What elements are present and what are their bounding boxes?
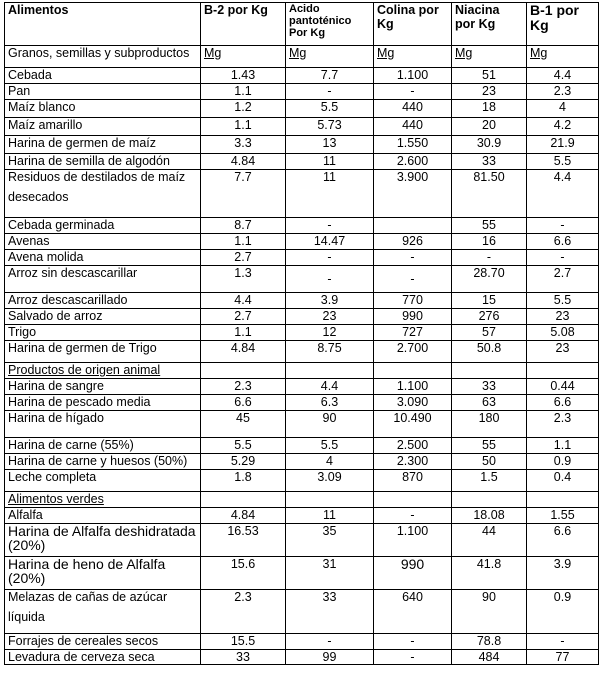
value-cell: 57 — [452, 325, 527, 341]
value-cell: 20 — [452, 118, 527, 136]
value-cell: 770 — [374, 293, 452, 309]
table-row — [5, 557, 599, 590]
value-cell — [527, 218, 599, 234]
value-cell: 4.4 — [527, 170, 599, 218]
food-name: Harina de Alfalfa deshidratada (20%) — [5, 524, 201, 557]
table-row — [5, 309, 599, 325]
section-grains: Granos, semillas y subproductos — [5, 46, 201, 68]
value-cell: 4.84 — [201, 154, 286, 170]
section-row — [5, 363, 599, 379]
value-cell: 50.8 — [452, 341, 527, 363]
value-cell: 5.5 — [286, 100, 374, 118]
cell-subline: - — [560, 218, 565, 232]
table-row — [5, 118, 599, 136]
food-name: Cebada — [5, 68, 201, 84]
table-row — [5, 170, 599, 218]
value-cell: 2.7 — [527, 266, 599, 293]
value-cell: 6.6 — [527, 234, 599, 250]
header-choline: Colina por Kg — [374, 3, 452, 46]
section-animal: Productos de origen animal — [5, 363, 201, 379]
value-cell: 484 — [452, 650, 527, 665]
table-row — [5, 395, 599, 411]
value-cell: 23 — [452, 84, 527, 100]
table-row — [5, 590, 599, 634]
table-row — [5, 250, 599, 266]
value-cell: - — [527, 634, 599, 650]
value-cell: 31 — [286, 557, 374, 590]
value-cell: 2.3 — [201, 379, 286, 395]
value-cell: 6.6 — [527, 395, 599, 411]
value-cell: 28.70 — [452, 266, 527, 293]
food-name: Forrajes de cereales secos — [5, 634, 201, 650]
value-cell: 33 — [286, 590, 374, 634]
value-cell: 15.5 — [201, 634, 286, 650]
value-cell: 727 — [374, 325, 452, 341]
value-cell: 2.500 — [374, 438, 452, 454]
value-cell: 1.1 — [527, 438, 599, 454]
value-cell: 15.6 — [201, 557, 286, 590]
value-cell: - — [374, 250, 452, 266]
value-cell: 14.47 — [286, 234, 374, 250]
value-cell: 0.9 — [527, 454, 599, 470]
value-cell: 77 — [527, 650, 599, 665]
value-cell: 1.100 — [374, 68, 452, 84]
value-cell: 55 — [452, 218, 527, 234]
value-cell — [374, 650, 452, 665]
header-niacin: Niacina por Kg — [452, 3, 527, 46]
value-cell: 640 — [374, 590, 452, 634]
value-cell: 1.1 — [201, 325, 286, 341]
value-cell: 6.3 — [286, 395, 374, 411]
value-cell: - — [286, 84, 374, 100]
value-cell: 4.2 — [527, 118, 599, 136]
food-name: Avena molida — [5, 250, 201, 266]
value-cell: 2.3 — [527, 84, 599, 100]
value-cell: 1.1 — [201, 84, 286, 100]
value-cell: 6.6 — [527, 524, 599, 557]
value-cell: - — [374, 84, 452, 100]
food-name: Arroz descascarillado — [5, 293, 201, 309]
table-row — [5, 454, 599, 470]
table-row — [5, 154, 599, 170]
value-cell: 11 — [286, 508, 374, 524]
value-cell: 926 — [374, 234, 452, 250]
unit-niacin: Mg — [452, 46, 527, 68]
value-cell: 33 — [452, 154, 527, 170]
cell-subline: - — [327, 272, 332, 286]
value-cell: 8.75 — [286, 341, 374, 363]
food-name: Cebada germinada — [5, 218, 201, 234]
cell-subline: - — [327, 218, 332, 232]
cell-subline: - — [410, 272, 415, 286]
food-name: Maíz amarillo — [5, 118, 201, 136]
section-row — [5, 46, 599, 68]
unit-choline: Mg — [374, 46, 452, 68]
table-row — [5, 218, 599, 234]
food-name: Avenas — [5, 234, 201, 250]
section-row — [5, 492, 599, 508]
food-name: Harina de heno de Alfalfa (20%) — [5, 557, 201, 590]
value-cell: 7.7 — [201, 170, 286, 218]
value-cell: 5.73 — [286, 118, 374, 136]
value-cell: 4 — [527, 100, 599, 118]
value-cell: 13 — [286, 136, 374, 154]
value-cell: 2.600 — [374, 154, 452, 170]
value-cell: 33 — [452, 379, 527, 395]
value-cell: 1.2 — [201, 100, 286, 118]
value-cell: - — [452, 250, 527, 266]
value-cell — [286, 218, 374, 234]
value-cell — [374, 266, 452, 293]
table-row — [5, 136, 599, 154]
header-pantothenic: Acido pantoténico Por Kg — [286, 3, 374, 46]
table-row — [5, 234, 599, 250]
value-cell: 1.43 — [201, 68, 286, 84]
value-cell: 30.9 — [452, 136, 527, 154]
food-name: Harina de semilla de algodón — [5, 154, 201, 170]
value-cell: 5.5 — [201, 438, 286, 454]
food-name: Harina de carne y huesos (50%) — [5, 454, 201, 470]
value-cell: 5.5 — [527, 154, 599, 170]
food-name: Levadura de cerveza seca — [5, 650, 201, 665]
value-cell: 6.6 — [201, 395, 286, 411]
table-row — [5, 379, 599, 395]
value-cell: 5.5 — [527, 293, 599, 309]
value-cell: 180 — [452, 411, 527, 438]
food-name: Harina de carne (55%) — [5, 438, 201, 454]
food-name: Alfalfa — [5, 508, 201, 524]
value-cell: 18 — [452, 100, 527, 118]
value-cell: 4.4 — [286, 379, 374, 395]
cell-subline: - — [410, 650, 415, 664]
value-cell: 23 — [527, 341, 599, 363]
value-cell: 5.29 — [201, 454, 286, 470]
food-name: Residuos de destilados de maíz desecados — [5, 170, 201, 218]
value-cell: 41.8 — [452, 557, 527, 590]
value-cell: 440 — [374, 100, 452, 118]
value-cell: 11 — [286, 170, 374, 218]
value-cell: 2.3 — [527, 411, 599, 438]
unit-b2: Mg — [201, 46, 286, 68]
value-cell: - — [527, 250, 599, 266]
food-name: Pan — [5, 84, 201, 100]
value-cell: 1.1 — [201, 234, 286, 250]
value-cell: 0.44 — [527, 379, 599, 395]
table-row — [5, 68, 599, 84]
value-cell: 10.490 — [374, 411, 452, 438]
value-cell: 2.700 — [374, 341, 452, 363]
value-cell: 35 — [286, 524, 374, 557]
value-cell: 5.5 — [286, 438, 374, 454]
value-cell: 3.09 — [286, 470, 374, 492]
value-cell: 0.9 — [527, 590, 599, 634]
header-row — [5, 3, 599, 46]
value-cell: 3.9 — [286, 293, 374, 309]
table-row — [5, 411, 599, 438]
value-cell: - — [286, 250, 374, 266]
value-cell: 90 — [452, 590, 527, 634]
value-cell: 15 — [452, 293, 527, 309]
food-name: Trigo — [5, 325, 201, 341]
value-cell: 16.53 — [201, 524, 286, 557]
table-row — [5, 524, 599, 557]
value-cell: 4.84 — [201, 341, 286, 363]
value-cell: 23 — [286, 309, 374, 325]
value-cell: 3.3 — [201, 136, 286, 154]
food-name: Arroz sin descascarillar — [5, 266, 201, 293]
value-cell: 1.8 — [201, 470, 286, 492]
food-name: Melazas de cañas de azúcar líquida — [5, 590, 201, 634]
table-row — [5, 650, 599, 665]
value-cell: 1.100 — [374, 379, 452, 395]
value-cell: 5.08 — [527, 325, 599, 341]
cell-subline: desecados — [8, 190, 69, 204]
value-cell: 1.55 — [527, 508, 599, 524]
value-cell: 45 — [201, 411, 286, 438]
cell-subline: líquida — [8, 610, 45, 624]
value-cell: 990 — [374, 557, 452, 590]
table-row — [5, 100, 599, 118]
value-cell: 3.9 — [527, 557, 599, 590]
value-cell: 990 — [374, 309, 452, 325]
value-cell: 1.5 — [452, 470, 527, 492]
value-cell: 18.08 — [452, 508, 527, 524]
value-cell: 2.7 — [201, 309, 286, 325]
header-b2: B-2 por Kg — [201, 3, 286, 46]
value-cell: - — [374, 634, 452, 650]
food-name: Harina de germen de maíz — [5, 136, 201, 154]
value-cell: 51 — [452, 68, 527, 84]
table-row — [5, 84, 599, 100]
value-cell: 8.7 — [201, 218, 286, 234]
food-name: Harina de germen de Trigo — [5, 341, 201, 363]
value-cell: 3.090 — [374, 395, 452, 411]
value-cell: 33 — [201, 650, 286, 665]
value-cell: 1.550 — [374, 136, 452, 154]
food-name: Leche completa — [5, 470, 201, 492]
value-cell: 4.4 — [527, 68, 599, 84]
value-cell: 16 — [452, 234, 527, 250]
value-cell: 2.3 — [201, 590, 286, 634]
value-cell: - — [374, 508, 452, 524]
value-cell: 1.1 — [201, 118, 286, 136]
value-cell: 44 — [452, 524, 527, 557]
value-cell: 1.100 — [374, 524, 452, 557]
value-cell: 4.84 — [201, 508, 286, 524]
value-cell: 23 — [527, 309, 599, 325]
food-name: Harina de sangre — [5, 379, 201, 395]
food-name: Harina de pescado media — [5, 395, 201, 411]
unit-b1: Mg — [527, 46, 599, 68]
table-row — [5, 293, 599, 309]
value-cell: 870 — [374, 470, 452, 492]
table-row — [5, 341, 599, 363]
table-row — [5, 508, 599, 524]
unit-pantothenic: Mg — [286, 46, 374, 68]
food-name: Salvado de arroz — [5, 309, 201, 325]
value-cell: 7.7 — [286, 68, 374, 84]
table-row — [5, 438, 599, 454]
food-name: Harina de hígado — [5, 411, 201, 438]
vitamin-table — [4, 2, 599, 665]
food-name: Maíz blanco — [5, 100, 201, 118]
value-cell: 4 — [286, 454, 374, 470]
value-cell: 0.4 — [527, 470, 599, 492]
value-cell: 21.9 — [527, 136, 599, 154]
value-cell: 12 — [286, 325, 374, 341]
value-cell — [374, 218, 452, 234]
value-cell: 99 — [286, 650, 374, 665]
table-row — [5, 634, 599, 650]
section-green: Alimentos verdes — [5, 492, 201, 508]
table-row — [5, 470, 599, 492]
header-b1: B-1 por Kg — [527, 3, 599, 46]
table-row — [5, 266, 599, 293]
value-cell: 63 — [452, 395, 527, 411]
value-cell: 4.4 — [201, 293, 286, 309]
table-row — [5, 325, 599, 341]
value-cell: 50 — [452, 454, 527, 470]
value-cell: 81.50 — [452, 170, 527, 218]
value-cell: 11 — [286, 154, 374, 170]
value-cell: 55 — [452, 438, 527, 454]
value-cell: 2.7 — [201, 250, 286, 266]
value-cell: 276 — [452, 309, 527, 325]
value-cell: 78.8 — [452, 634, 527, 650]
value-cell: - — [286, 634, 374, 650]
header-food: Alimentos — [5, 3, 201, 46]
value-cell: 1.3 — [201, 266, 286, 293]
value-cell: 90 — [286, 411, 374, 438]
value-cell: 440 — [374, 118, 452, 136]
value-cell — [286, 266, 374, 293]
value-cell: 3.900 — [374, 170, 452, 218]
value-cell: 2.300 — [374, 454, 452, 470]
